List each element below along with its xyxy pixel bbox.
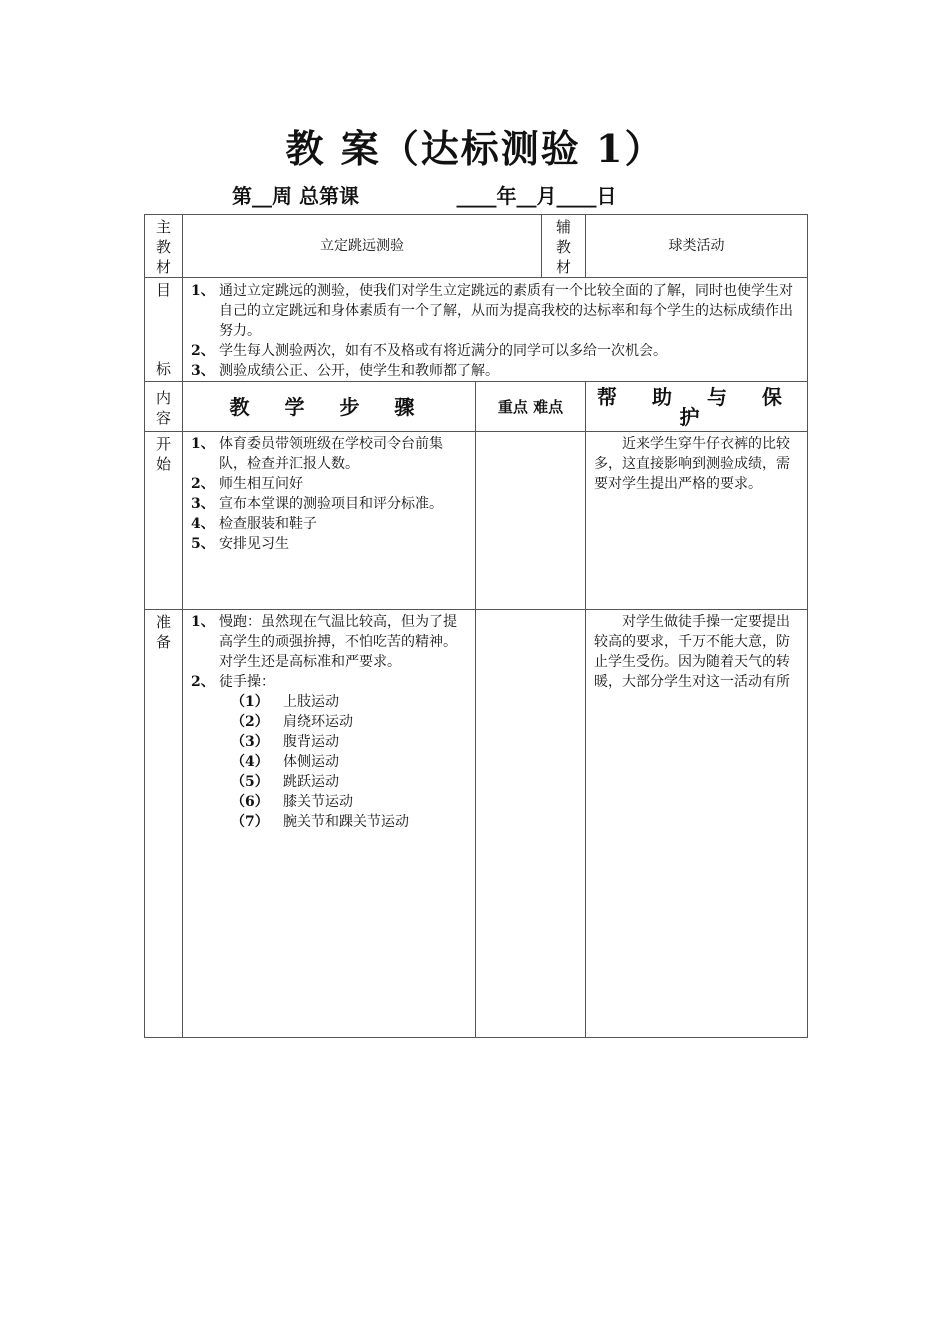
prep-subitem: （5） 跳跃运动	[231, 774, 339, 790]
start-item: 5、 安排见习生	[191, 536, 289, 552]
lesson-plan-table	[144, 214, 808, 1038]
start-label: 开 始	[145, 432, 183, 610]
prep-subitem: （2） 肩绕环运动	[231, 714, 353, 730]
main-material-label: 主 教 材	[145, 215, 183, 278]
start-item: 3、 宣布本堂课的测验项目和评分标准。	[191, 496, 443, 512]
start-item: 1、 体育委员带领班级在学校司令台前集队，检查并汇报人数。	[191, 436, 443, 472]
goal-content	[183, 278, 808, 382]
material-row	[145, 215, 808, 278]
start-item: 2、 师生相互问好	[191, 476, 303, 492]
goal-item: 1、 通过立定跳远的测验，使我们对学生立定跳远的素质有一个比较全面的了解，同时也使学生对自己的立定跳远和身体素质有一个了解，从而为提高我校的达标率和每个学生的达标成绩作出努力。	[191, 283, 793, 339]
prep-subitem: （3） 腹背运动	[231, 734, 339, 750]
start-item: 4、 检查服装和鞋子	[191, 516, 317, 532]
goal-row	[145, 278, 808, 382]
start-help: 近来学生穿牛仔衣裤的比较多，这直接影响到测验成绩，需要对学生提出严格的要求。	[586, 432, 808, 610]
main-material-value: 立定跳远测验	[183, 215, 542, 278]
goal-label-top: 目	[155, 281, 171, 299]
help-header: 帮 助 与 保 护	[586, 382, 808, 432]
prep-key-points	[476, 610, 586, 1038]
key-points-header: 重点 难点	[476, 382, 586, 432]
date-line: 第__周 总第课 ____年__月____日	[232, 184, 617, 208]
prep-item: 1、 慢跑：虽然现在气温比较高，但为了提高学生的顽强拚搏，不怕吃苦的精神。对学生还是高标准和严要求。	[191, 614, 457, 670]
prep-subitem: （7） 腕关节和踝关节运动	[231, 814, 409, 830]
start-key-points	[476, 432, 586, 610]
start-row	[145, 432, 808, 610]
prep-steps	[183, 610, 476, 1038]
prep-row	[145, 610, 808, 1038]
prep-subitem: （1） 上肢运动	[231, 694, 339, 710]
steps-header: 教 学 步 骤	[183, 382, 476, 432]
aux-material-label: 辅 教 材	[542, 215, 586, 278]
prep-item: 2、 徒手操：	[191, 674, 275, 690]
page-title: 教 案（达标测验 1）	[285, 126, 665, 171]
goal-label	[145, 278, 183, 382]
prep-label: 准 备	[145, 610, 183, 1038]
prep-help: 对学生做徒手操一定要提出较高的要求，千万不能大意，防止学生受伤。因为随着天气的转暖，大部分学生对这一活动有所	[586, 610, 808, 1038]
prep-subitem: （6） 膝关节运动	[231, 794, 353, 810]
prep-subitem: （4） 体侧运动	[231, 754, 339, 770]
aux-material-value: 球类活动	[586, 215, 808, 278]
goal-label-bottom: 标	[155, 360, 171, 378]
start-steps	[183, 432, 476, 610]
goal-item: 3、 测验成绩公正、公开，使学生和教师都了解。	[191, 363, 499, 379]
goal-item: 2、 学生每人测验两次，如有不及格或有将近满分的同学可以多给一次机会。	[191, 343, 667, 359]
content-label: 内 容	[145, 382, 183, 432]
header-row	[145, 382, 808, 432]
